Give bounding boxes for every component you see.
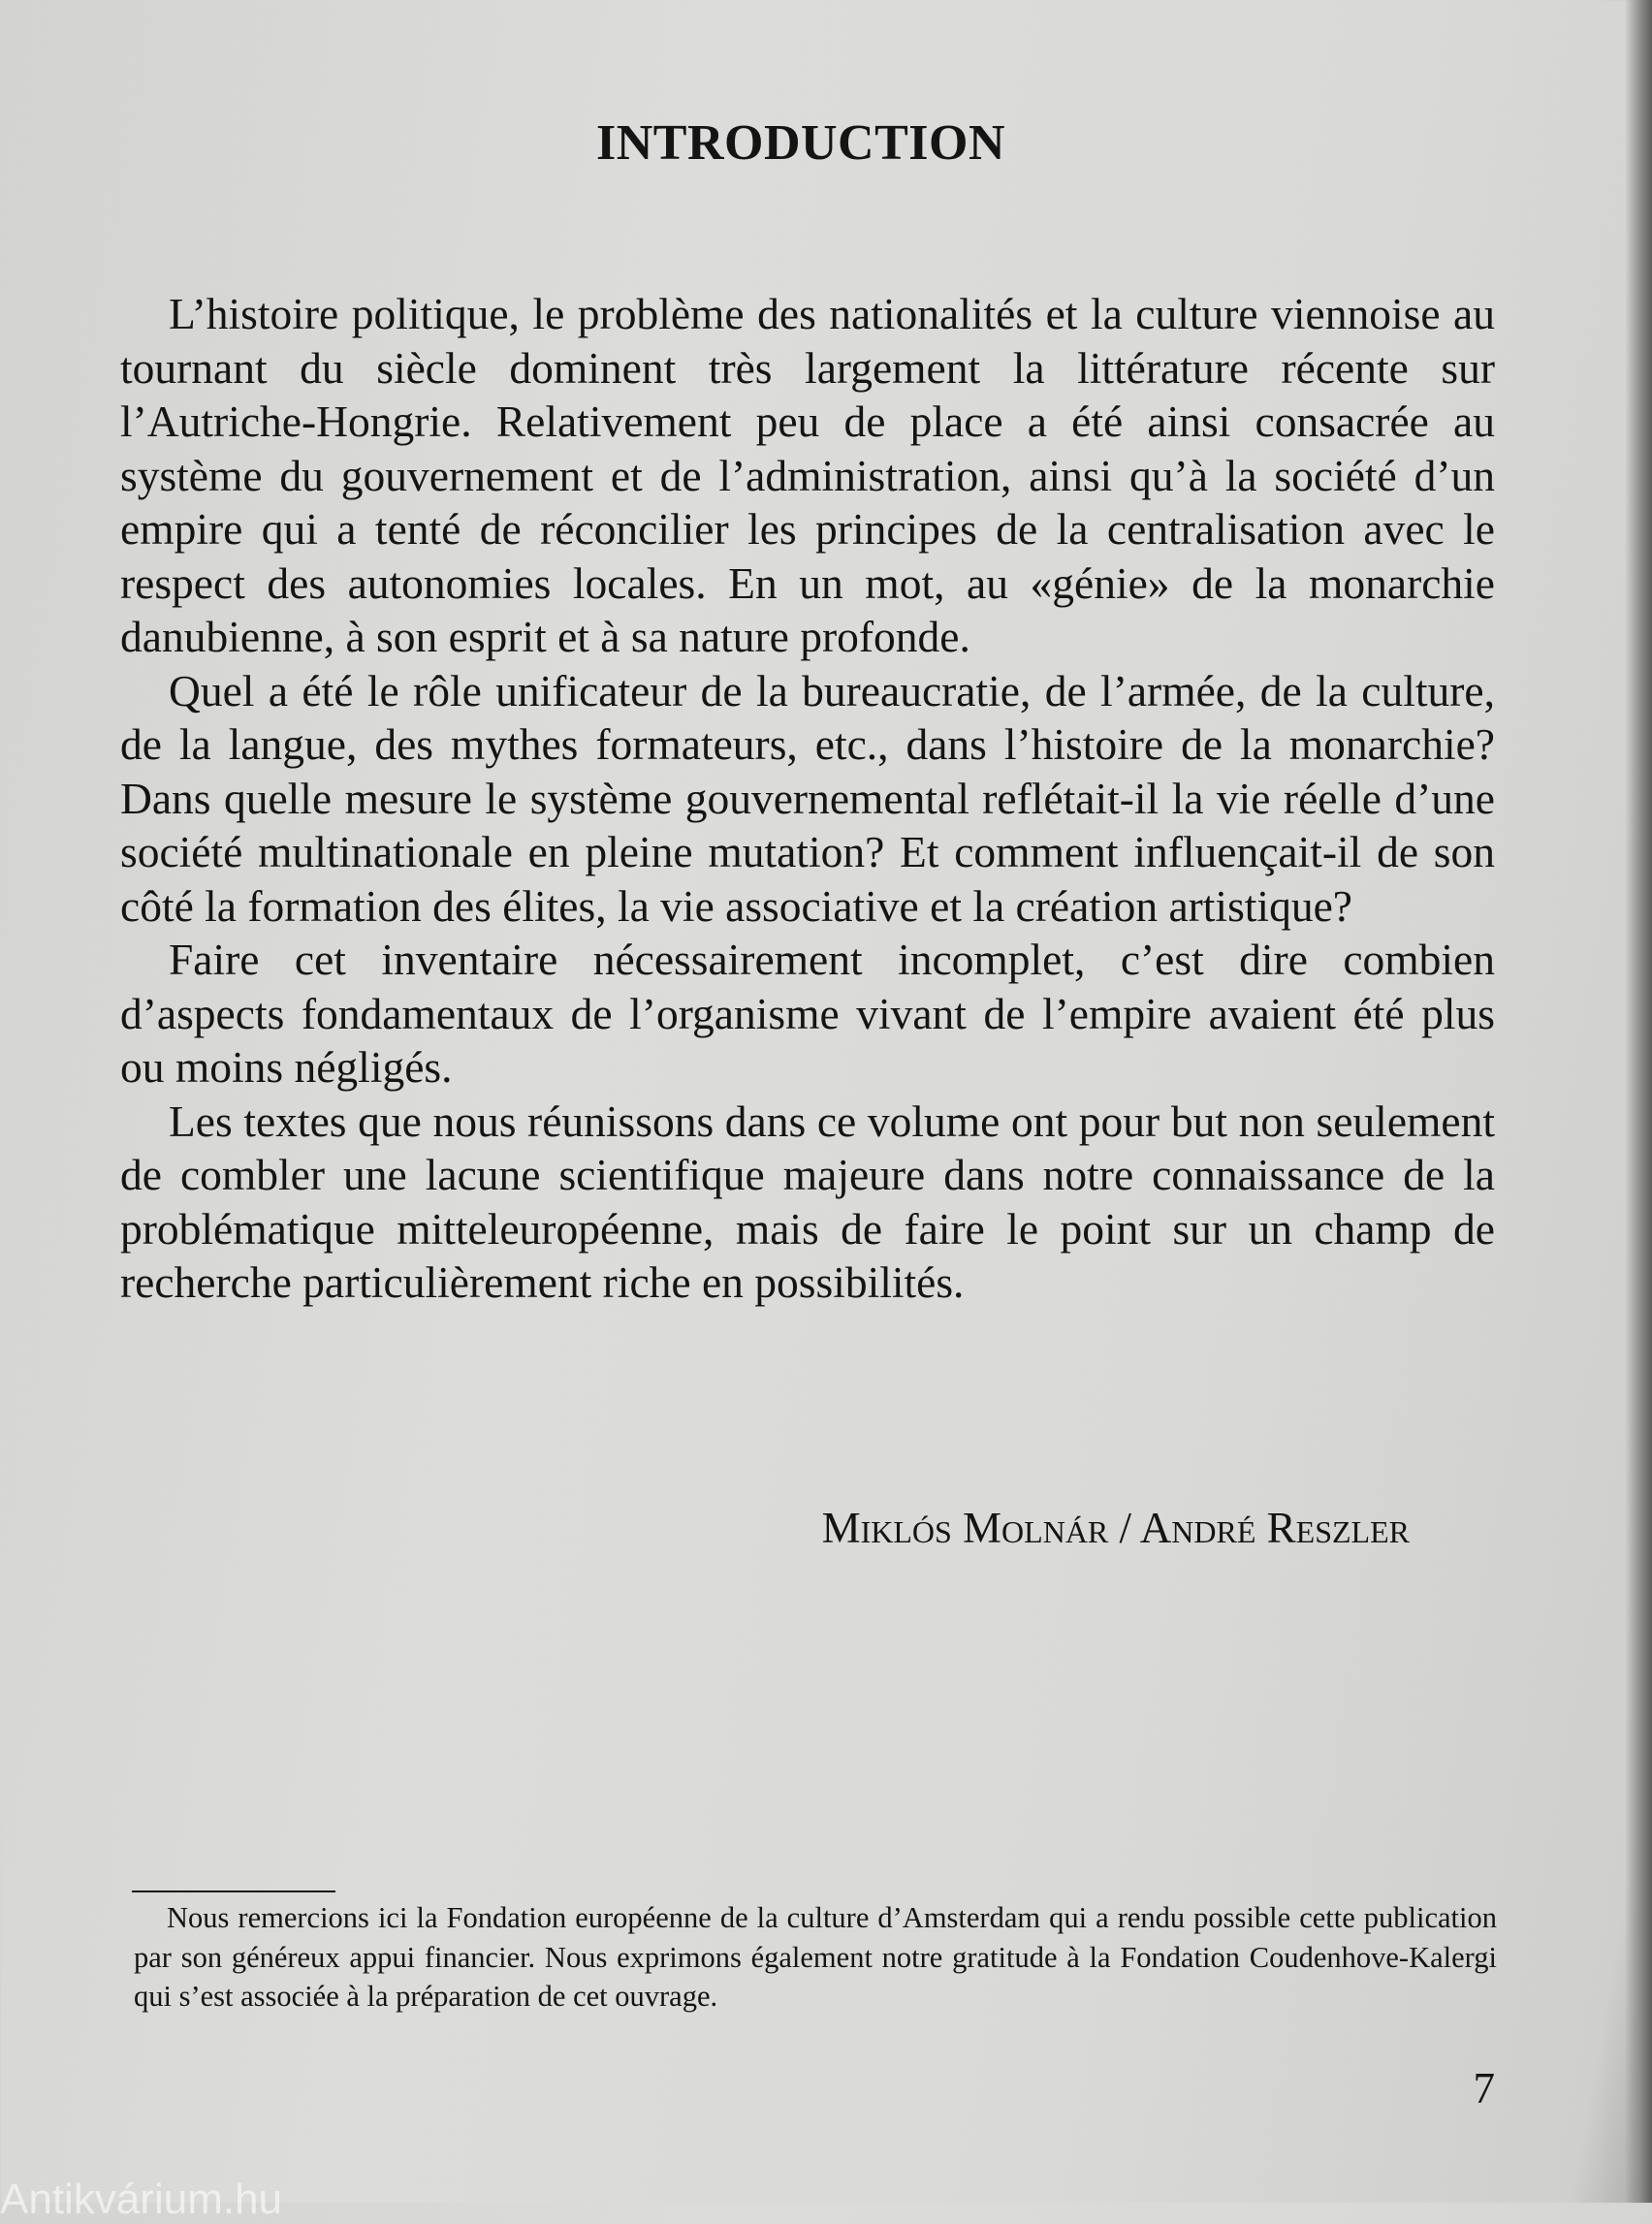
footnote: Nous remercions ici la Fondation européenne de la culture d’Amsterdam qui a rendu possible cette publication par son généreux appui financier. Nous exprimons également notre gratitude à la Fondation Coudenhove-Kalergi qui s’est associée à la préparation de cet ouvrage. xyxy=(134,1901,1497,2013)
watermark: Antikvárium.hu xyxy=(0,2176,283,2223)
page-binding-edge xyxy=(1625,0,1652,2203)
author-signature: Miklós Molnár / André Reszler xyxy=(821,1504,1410,1552)
paragraph: Les textes que nous réunissons dans ce volume ont pour but non seulement de combler une lacune scientifique majeure dans notre connaissance de la problématique mitteleuropéenne, mais de faire le point sur un champ de recherche particulièrement riche en possibilités. xyxy=(120,1096,1495,1307)
paragraph: Faire cet inventaire nécessairement incomplet, c’est dire combien d’aspects fondamentaux de l’organisme vivant de l’empire avaient été plus ou moins négligés. xyxy=(120,935,1495,1092)
page-number: 7 xyxy=(1473,2064,1495,2113)
chapter-title: INTRODUCTION xyxy=(595,115,1006,171)
paragraph: Quel a été le rôle unificateur de la bureaucratie, de l’armée, de la culture, de la langue, des mythes formateurs, etc., dans l’histoire de la monarchie? Dans quelle mesure le système gouvernemental reflétait-il la vie réelle d’une société multinationale en pleine mutation? Et comment influençait-il de son côté la formation des élites, la vie associative et la création artistique? xyxy=(120,665,1495,931)
footnote-divider xyxy=(132,1890,335,1892)
body-text xyxy=(120,287,1495,1310)
paragraph: L’histoire politique, le problème des nationalités et la culture viennoise au tournant du siècle dominent très largement la littérature récente sur l’Autriche-Hongrie. Relativement peu de place a été ainsi consacrée au système du gouvernement et de l’administration, ainsi qu’à la société d’un empire qui a tenté de réconcilier les principes de la centralisation avec le respect des autonomies locales. En un mot, au «génie» de la monarchie danubienne, à son esprit et à sa nature profonde. xyxy=(120,289,1495,661)
